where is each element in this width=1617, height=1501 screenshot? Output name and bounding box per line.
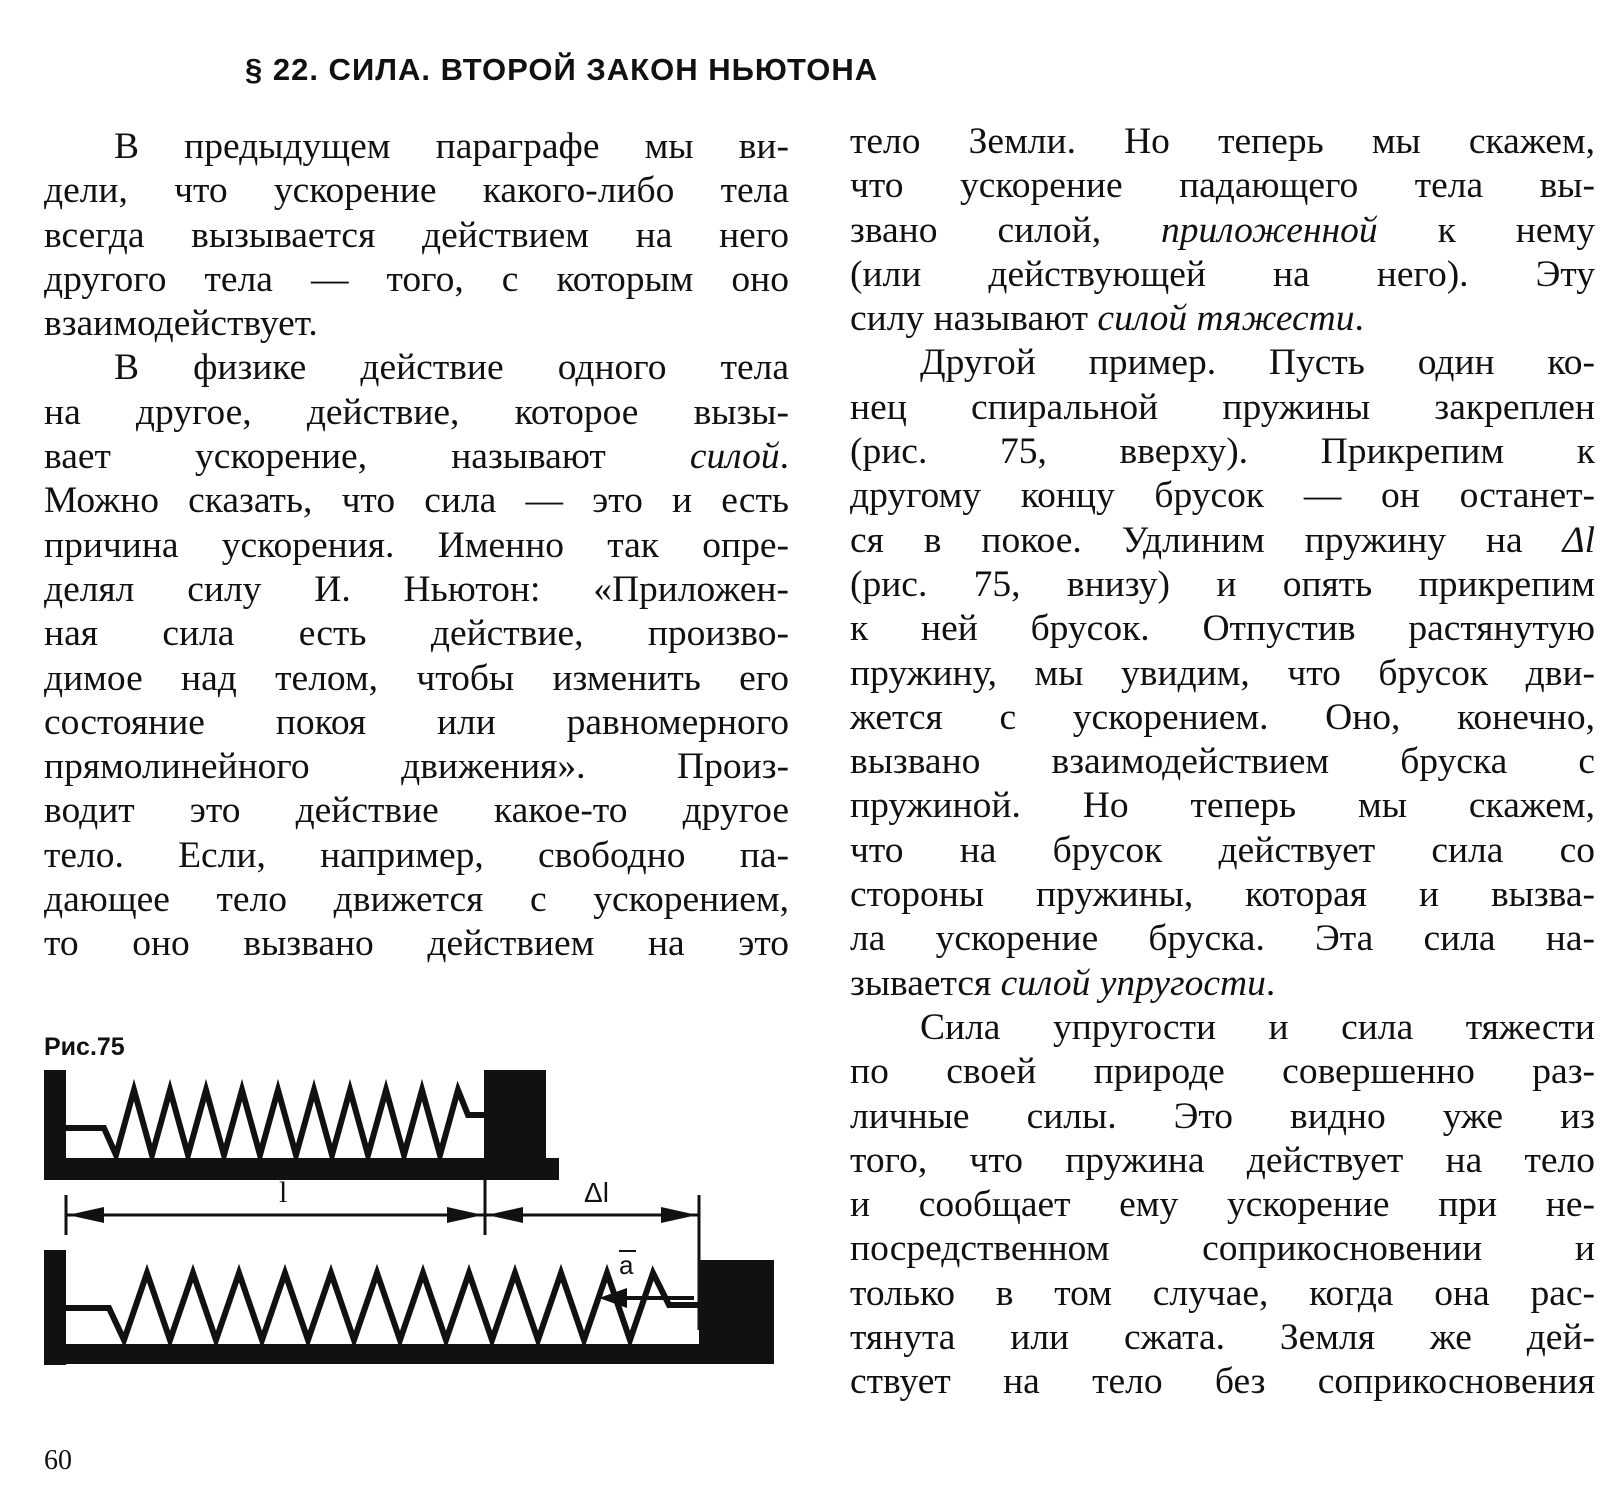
text-line: пружину, мы увидим, что брусок дви- bbox=[850, 652, 1595, 694]
text-line: всегда вызывается действием на него bbox=[44, 214, 789, 256]
label-a: a bbox=[619, 1250, 634, 1280]
figure-75-spring-diagram bbox=[44, 1070, 794, 1415]
text-line: димое над телом, чтобы изменить его bbox=[44, 657, 789, 699]
text-line: другого тела — того, с которым оно bbox=[44, 258, 789, 300]
text-line: дающее тело движется с ускорением, bbox=[44, 879, 789, 921]
text-line: вызвано взаимодействием бруска с bbox=[850, 741, 1595, 783]
text-line: только в том случае, когда она рас- bbox=[850, 1272, 1595, 1314]
bottom-block bbox=[699, 1260, 774, 1348]
text-line: стороны пружины, которая и вызва- bbox=[850, 874, 1595, 916]
top-spring bbox=[66, 1090, 484, 1155]
text-line: Другой пример. Пусть один ко- bbox=[920, 342, 1595, 384]
top-base bbox=[44, 1158, 559, 1180]
text-line: ся в покое. Удлиним пружину на Δl bbox=[850, 519, 1595, 561]
text-line: (рис. 75, вверху). Прикрепим к bbox=[850, 431, 1595, 473]
emphasis-term: силой тяжести bbox=[1097, 298, 1355, 340]
figure-caption: Рис.75 bbox=[44, 1033, 125, 1061]
text-line: Можно сказать, что сила — это и есть bbox=[44, 480, 789, 522]
emphasis-term: приложенной bbox=[1161, 209, 1378, 251]
bottom-spring bbox=[66, 1273, 699, 1340]
emphasis-term: силой упругости bbox=[1000, 962, 1266, 1004]
text-line: нец спиральной пружины закреплен bbox=[850, 386, 1595, 428]
text-line: пружиной. Но теперь мы скажем, bbox=[850, 785, 1595, 827]
text-line: посредственном соприкосновении и bbox=[850, 1228, 1595, 1270]
top-block bbox=[484, 1070, 546, 1160]
text-line: ла ускорение бруска. Эта сила на- bbox=[850, 918, 1595, 960]
text-line: что ускорение падающего тела вы- bbox=[850, 165, 1595, 207]
text-line: и сообщает ему ускорение при не- bbox=[850, 1184, 1595, 1226]
text-line: зывается силой упругости. bbox=[850, 962, 1276, 1004]
text-line: причина ускорения. Именно так опре- bbox=[44, 524, 789, 566]
emphasis-term: Δl bbox=[1562, 519, 1595, 561]
text-line: на другое, действие, которое вызы- bbox=[44, 391, 789, 433]
text-line: (рис. 75, внизу) и опять прикрепим bbox=[850, 563, 1595, 605]
text-line: другому концу брусок — он останет- bbox=[850, 475, 1595, 517]
text-line: В предыдущем параграфе мы ви- bbox=[114, 126, 789, 167]
arrow-dl-left bbox=[487, 1207, 523, 1223]
text-line: силу называют силой тяжести. bbox=[850, 298, 1364, 340]
text-line: ная сила есть действие, произво- bbox=[44, 613, 789, 655]
text-line: дели, что ускорение какого-либо тела bbox=[44, 170, 789, 212]
text-line: состояние покоя или равномерного bbox=[44, 701, 789, 743]
text-line: тянута или сжата. Земля же дей- bbox=[850, 1317, 1595, 1359]
text-line: В физике действие одного тела bbox=[114, 347, 789, 389]
text-line: того, что пружина действует на тело bbox=[850, 1139, 1595, 1181]
text-line: вает ускорение, называют силой. bbox=[44, 436, 789, 478]
arrow-l-right bbox=[447, 1207, 483, 1223]
text-line: тело Земли. Но теперь мы скажем, bbox=[850, 121, 1595, 162]
text-line: тело. Если, например, свободно па- bbox=[44, 834, 789, 876]
text-line: делял силу И. Ньютон: «Приложен- bbox=[44, 568, 789, 610]
label-dl: Δl bbox=[584, 1177, 609, 1208]
text-line: взаимодействует. bbox=[44, 303, 318, 345]
text-line: ствует на тело без соприкосновения bbox=[850, 1361, 1595, 1403]
page-number: 60 bbox=[44, 1445, 72, 1476]
arrow-dl-right bbox=[661, 1207, 697, 1223]
bottom-base bbox=[44, 1344, 774, 1364]
text-line: прямолинейного движения». Произ- bbox=[44, 746, 789, 788]
left-text-column bbox=[44, 125, 789, 967]
text-line: звано силой, приложенной к нему bbox=[850, 209, 1595, 251]
section-heading: § 22. СИЛА. ВТОРОЙ ЗАКОН НЬЮТОНА bbox=[245, 52, 879, 87]
right-text-column bbox=[850, 120, 1595, 1405]
text-line: жется с ускорением. Оно, конечно, bbox=[850, 696, 1595, 738]
arrow-l-left bbox=[68, 1207, 104, 1223]
text-line: Сила упругости и сила тяжести bbox=[920, 1006, 1595, 1048]
text-line: по своей природе совершенно раз- bbox=[850, 1051, 1595, 1093]
text-line: водит это действие какое-то другое bbox=[44, 790, 789, 832]
text-line: что на брусок действует сила со bbox=[850, 829, 1595, 871]
text-line: то оно вызвано действием на это bbox=[44, 923, 789, 965]
label-l: l bbox=[279, 1176, 288, 1209]
emphasis-term: силой bbox=[689, 436, 780, 478]
text-line: личные силы. Это видно уже из bbox=[850, 1095, 1595, 1137]
text-line: к ней брусок. Отпустив растянутую bbox=[850, 608, 1595, 650]
text-line: (или действующей на него). Эту bbox=[850, 253, 1595, 295]
